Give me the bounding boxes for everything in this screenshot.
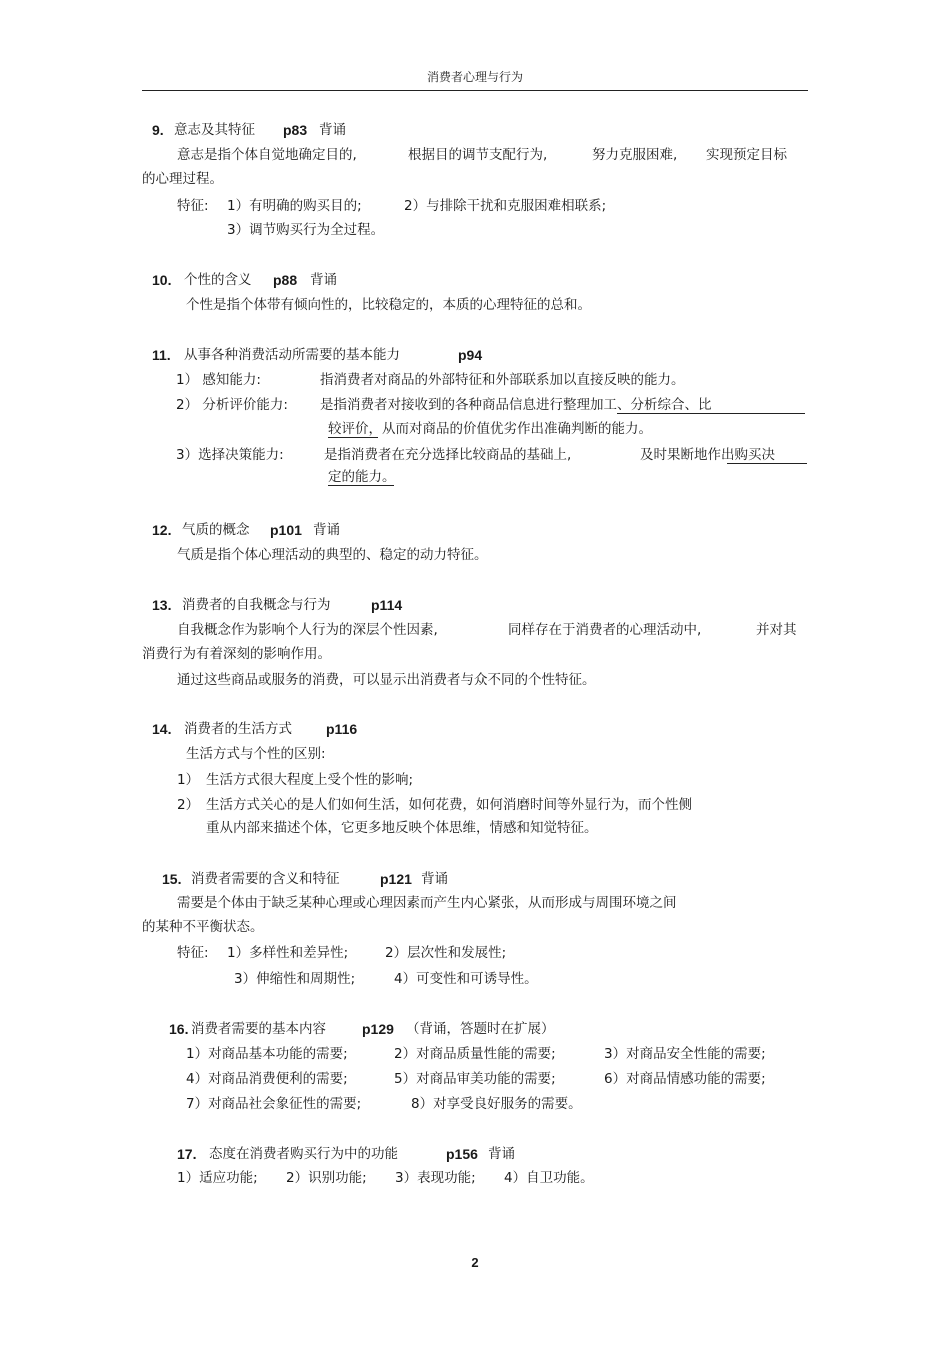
item-number: 2） — [177, 797, 200, 813]
item-text-cont: 较评价，从而对商品的价值优劣作出准确判断的能力。 — [328, 421, 652, 437]
item-text: 生活方式很大程度上受个性的影响; — [206, 772, 414, 788]
page-number: 2 — [471, 1255, 479, 1270]
section-tag: 背诵 — [319, 122, 346, 138]
section-tag: 背诵 — [310, 272, 337, 288]
list-item: 1）适应功能; — [177, 1170, 258, 1186]
list-item: 4）自卫功能。 — [504, 1170, 594, 1186]
list-item: 2）对商品质量性能的需要; — [394, 1046, 556, 1062]
underline — [328, 437, 378, 438]
section-tag: 背诵 — [313, 522, 340, 538]
body-text: 同样存在于消费者的心理活动中, — [508, 622, 702, 638]
page-ref: p101 — [270, 522, 302, 538]
section-title: 消费者的生活方式 — [184, 721, 292, 737]
page-ref: p156 — [446, 1146, 478, 1162]
item-number: 1） — [177, 772, 200, 788]
page-ref: p94 — [458, 347, 483, 363]
section-number: 9. — [152, 122, 164, 138]
list-item: 1）对商品基本功能的需要; — [186, 1046, 348, 1062]
section-number: 13. — [152, 597, 172, 613]
section-tag: （背诵，答题时在扩展） — [406, 1021, 555, 1037]
body-text: 努力克服困难, — [592, 147, 678, 163]
feature-label: 特征: — [177, 945, 209, 961]
list-item: 5）对商品审美功能的需要; — [394, 1071, 556, 1087]
section-title: 个性的含义 — [184, 272, 252, 288]
list-item: 3）表现功能; — [395, 1170, 476, 1186]
underline — [328, 485, 394, 486]
list-item: 7）对商品社会象征性的需要; — [186, 1096, 362, 1112]
running-header: 消费者心理与行为 — [426, 70, 523, 84]
underline — [617, 413, 805, 414]
section-number: 10. — [152, 272, 172, 288]
body-text: 通过这些商品或服务的消费，可以显示出消费者与众不同的个性特征。 — [177, 672, 596, 688]
section-number: 15. — [162, 871, 182, 887]
body-text: 的心理过程。 — [142, 171, 223, 187]
page-ref: p88 — [273, 272, 298, 288]
item-label: 2） 分析评价能力: — [176, 397, 288, 413]
item-label: 3）选择决策能力: — [176, 447, 284, 463]
page-ref: p121 — [380, 871, 412, 887]
item-text-cont: 定的能力。 — [328, 469, 396, 485]
item-label: 1） 感知能力: — [176, 372, 261, 388]
body-text: 意志是指个体自觉地确定目的, — [177, 147, 357, 163]
section-tag: 背诵 — [421, 871, 448, 887]
item-text: 指消费者对商品的外部特征和外部联系加以直接反映的能力。 — [320, 372, 685, 388]
page-ref: p116 — [326, 721, 358, 737]
feature-item: 3）调节购买行为全过程。 — [227, 222, 385, 238]
section-title: 气质的概念 — [182, 522, 250, 538]
body-text: 需要是个体由于缺乏某种心理或心理因素而产生内心紧张，从而形成与周围环境之间 — [177, 895, 677, 911]
body-text: 实现预定目标 — [706, 147, 787, 163]
page-ref: p114 — [371, 597, 403, 613]
body-text: 消费行为有着深刻的影响作用。 — [142, 646, 331, 662]
page-ref: p129 — [362, 1021, 394, 1037]
section-title: 从事各种消费活动所需要的基本能力 — [184, 347, 400, 363]
page-ref: p83 — [283, 122, 308, 138]
list-item: 8）对享受良好服务的需要。 — [411, 1096, 582, 1112]
item-text-cont: 重从内部来描述个体，它更多地反映个体思维，情感和知觉特征。 — [206, 820, 598, 836]
list-item: 4）对商品消费便利的需要; — [186, 1071, 348, 1087]
section-number: 11. — [152, 347, 171, 363]
underline — [727, 463, 807, 464]
body-text: 自我概念作为影响个人行为的深层个性因素, — [177, 622, 438, 638]
section-title: 意志及其特征 — [174, 122, 255, 138]
feature-item: 1）多样性和差异性; — [227, 945, 349, 961]
list-item: 3）对商品安全性能的需要; — [604, 1046, 766, 1062]
body-text: 个性是指个体带有倾向性的，比较稳定的，本质的心理特征的总和。 — [186, 297, 591, 313]
section-number: 16. — [169, 1021, 189, 1037]
section-title: 消费者需要的含义和特征 — [191, 871, 340, 887]
feature-label: 特征: — [177, 198, 209, 214]
section-number: 12. — [152, 522, 172, 538]
section-title: 消费者的自我概念与行为 — [182, 597, 331, 613]
item-text: 是指消费者对接收到的各种商品信息进行整理加工、分析综合、比 — [320, 397, 712, 413]
body-text: 根据目的调节支配行为, — [408, 147, 548, 163]
feature-item: 3）伸缩性和周期性; — [234, 971, 356, 987]
section-tag: 背诵 — [488, 1146, 515, 1162]
body-text: 并对其 — [756, 622, 797, 638]
section-number: 14. — [152, 721, 172, 737]
section-title: 消费者需要的基本内容 — [191, 1021, 326, 1037]
item-text: 生活方式关心的是人们如何生活，如何花费，如何消磨时间等外显行为，而个性侧 — [206, 797, 692, 813]
section-title: 态度在消费者购买行为中的功能 — [209, 1146, 398, 1162]
list-item: 2）识别功能; — [286, 1170, 367, 1186]
section-number: 17. — [177, 1146, 197, 1162]
header-rule — [142, 90, 808, 91]
list-item: 6）对商品情感功能的需要; — [604, 1071, 766, 1087]
body-text: 的某种不平衡状态。 — [142, 919, 264, 935]
feature-item: 1）有明确的购买目的; — [227, 198, 362, 214]
feature-item: 2）与排除干扰和克服困难相联系; — [404, 198, 607, 214]
item-text: 是指消费者在充分选择比较商品的基础上, — [324, 447, 572, 463]
item-text: 及时果断地作出购买决 — [640, 447, 775, 463]
feature-item: 2）层次性和发展性; — [385, 945, 507, 961]
feature-item: 4）可变性和可诱导性。 — [394, 971, 538, 987]
body-text: 生活方式与个性的区别: — [186, 746, 326, 762]
body-text: 气质是指个体心理活动的典型的、稳定的动力特征。 — [177, 547, 488, 563]
